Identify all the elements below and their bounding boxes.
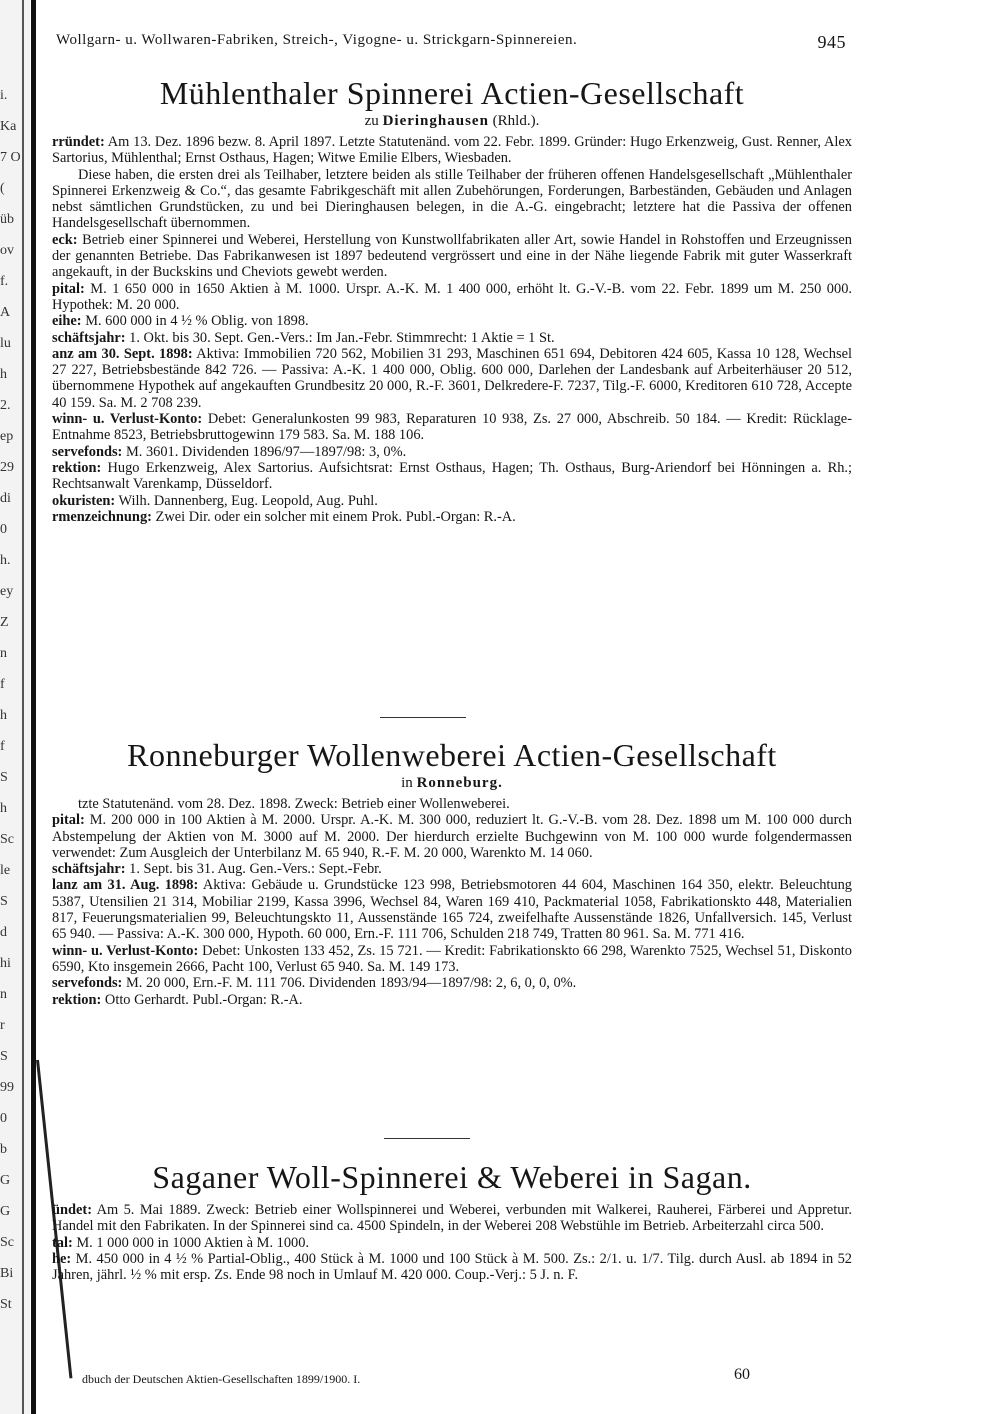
entry-text: Hugo Erkenzweig, Alex Sartorius. Aufsichtsrat: Ernst Osthaus, Hagen; Th. Osthaus, Burg-Ariendorf bei Hönningen a. Rh.; Rechtsanwalt Varenkamp, Düsseldorf. — [52, 459, 852, 493]
margin-fragment: n — [0, 646, 7, 661]
entry-paragraph — [52, 444, 852, 460]
entry-paragraph — [52, 812, 852, 861]
entry-paragraph — [52, 134, 852, 167]
entry-paragraph — [52, 330, 852, 346]
section-title: Ronneburger Wollenweberei Actien-Gesellschaft — [127, 737, 777, 773]
margin-fragment: f. — [0, 274, 9, 289]
entry-text: Debet: Unkosten 133 452, Zs. 15 721. — Kredit: Fabrikationskto 66 298, Warenkto 7525, Wechsel 51, Diskonto 6590, Kto insgemein 2666, Pacht 100, Verlust 65 940. Sa. M. 149 173. — [52, 942, 852, 975]
entry-paragraph — [52, 460, 852, 493]
entry-label: schäftsjahr: — [52, 329, 126, 346]
margin-fragment: ov — [0, 243, 14, 258]
margin-fragment: S — [0, 894, 8, 909]
margin-fragment: hi — [0, 956, 11, 971]
entry-paragraph — [52, 346, 852, 411]
section-entries — [52, 796, 852, 1008]
margin-fragment: Bi — [0, 1266, 14, 1281]
entry-label: rmenzeichnung: — [52, 508, 152, 525]
margin-fragment: St — [0, 1297, 12, 1312]
margin-fragment: Sc — [0, 1235, 14, 1250]
entry-text: Debet: Generalunkosten 99 983, Reparaturen 10 938, Zs. 27 000, Abschreib. 50 184. — Kredit: Rücklage-Entnahme 8523, Betriebsbruttogewinn 179 583. Sa. M. 188 106. — [52, 411, 852, 444]
margin-fragment: 99 — [0, 1080, 14, 1095]
footer-source: dbuch der Deutschen Aktien-Gesellschaften 1899/1900. I. — [82, 1372, 361, 1386]
entry-paragraph — [52, 232, 852, 281]
margin-fragment: h — [0, 801, 7, 816]
entry-paragraph — [52, 509, 852, 525]
entry-text: Otto Gerhardt. Publ.-Organ: R.-A. — [104, 991, 303, 1008]
entry-label: lanz am 31. Aug. 1898: — [52, 877, 199, 894]
entry-label: ündet: — [52, 1202, 92, 1218]
entry-label: he: — [52, 1250, 72, 1267]
entry-paragraph — [52, 992, 852, 1008]
entry-text: 1. Sept. bis 31. Aug. Gen.-Vers.: Sept.-Febr. — [129, 861, 382, 878]
margin-fragment: h. — [0, 553, 11, 568]
page-number: 945 — [817, 32, 846, 52]
entry-text: Diese haben, die ersten drei als Teilhaber, letztere beiden als stille Teilhaber der früheren offenen Handelsgesellschaft „Mühlenthaler Spinnerei Erkenzweig & Co.“, das gesamte Fabrikgeschäft mit allen Zubehörungen, Forderungen, Barbeständen, Gebäuden und Anlagen nebst sämtlichen Grundstücken, zu und bei Dieringhausen belegen, in die A.-G. eingebracht; letztere hat die Passiva der offenen Handelsgesellschaft übernommen. — [52, 166, 852, 232]
entry-label: winn- u. Verlust-Konto: — [52, 942, 199, 959]
entry-paragraph — [52, 1235, 852, 1251]
margin-fragment: h — [0, 708, 7, 723]
margin-fragment: h — [0, 367, 7, 382]
entry-text: M. 1 000 000 in 1000 Aktien à M. 1000. — [76, 1234, 310, 1251]
margin-fragment: Ka — [0, 119, 17, 134]
margin-fragment: r — [0, 1018, 5, 1033]
running-head-title: Wollgarn- u. Wollwaren-Fabriken, Streich-, Vigogne- u. Strickgarn-Spinnereien. — [56, 32, 578, 48]
section-subtitle: in Ronneburg. — [401, 775, 503, 791]
entry-paragraph — [52, 281, 852, 314]
margin-fragment: ep — [0, 429, 14, 444]
margin-fragment: A — [0, 305, 11, 320]
entry-paragraph — [52, 167, 852, 232]
entry-text: Wilh. Dannenberg, Eug. Leopold, Aug. Puhl. — [118, 492, 378, 509]
margin-fragment: Z — [0, 615, 9, 630]
entry-label: anz am 30. Sept. 1898: — [52, 345, 193, 362]
entry-label: rektion: — [52, 459, 102, 476]
margin-fragment: 2. — [0, 398, 11, 413]
entry-label: rektion: — [52, 991, 102, 1008]
entry-text: Am 13. Dez. 1896 bezw. 8. April 1897. Letzte Statutenänd. vom 22. Febr. 1899. Gründer: Hugo Erkenzweig, Gust. Renner, Alex Sartorius, Mühlenthal; Ernst Osthaus, Hagen; Witwe Emilie Elbers, Wiesbaden. — [52, 134, 852, 167]
entry-label: servefonds: — [52, 975, 123, 992]
entry-text: Zwei Dir. oder ein solcher mit einem Prok. Publ.-Organ: R.-A. — [155, 508, 516, 525]
entry-text: Aktiva: Immobilien 720 562, Mobilien 31 293, Maschinen 651 694, Debitoren 424 605, Kassa 10 128, Wechsel 27 227, Betriebsbestände 842 726. — Passiva: A.-K. 1 400 000, Oblig. 600 000, Darlehen der Landesbank auf Arbeiterhäuser 20 512, übernommene Hypothek auf angekauften Grundbesitz 20 000, R.-F. 3601, Delkredere-F. 7237, Tilg.-F. 6000, Kreditoren 610 728, Accepte 40 159. Sa. M. 2 708 239. — [52, 345, 852, 411]
entry-paragraph — [52, 313, 852, 329]
section-divider — [384, 1138, 470, 1139]
entry-text: tzte Statutenänd. vom 28. Dez. 1898. Zweck: Betrieb einer Wollenweberei. — [78, 796, 510, 812]
entry-label: eck: — [52, 231, 78, 248]
section-divider — [380, 717, 466, 718]
margin-fragment: n — [0, 987, 7, 1002]
margin-fragment: lu — [0, 336, 11, 351]
entry-text: Am 5. Mai 1889. Zweck: Betrieb einer Wollspinnerei und Weberei, verbunden mit Walkerei, Rauherei, Färberei und Appretur. Handel mit den Fabrikaten. In der Spinnerei sind ca. 4500 Spindeln, in der Weberei 208 Webstühle im Betrieb. Arbeiterzahl circa 500. — [52, 1202, 852, 1235]
margin-fragment: b — [0, 1142, 7, 1157]
section-entries — [52, 134, 852, 525]
entry-text: Betrieb einer Spinnerei und Weberei, Herstellung von Kunstwollfabrikaten aller Art, sowie Handel in Rohstoffen und Erzeugnissen der genannten Betriebe. Das Fabrikanwesen ist 1897 bedeutend vergrössert und eine in der Nähe liegende Fabrik mit guter Wasserkraft angekauft, in der Buckskins und Cheviots gewebt werden. — [52, 231, 852, 281]
margin-fragment: f — [0, 739, 5, 754]
entry-paragraph — [52, 861, 852, 877]
entry-text: M. 1 650 000 in 1650 Aktien à M. 1000. Urspr. A.-K. M. 1 400 000, erhöht lt. G.-V.-B. vom 22. Febr. 1899 um M. 250 000. Hypothek: M. 20 000. — [52, 280, 852, 313]
entry-text: M. 3601. Dividenden 1896/97—1897/98: 3, 0%. — [125, 443, 407, 460]
margin-fragment: G — [0, 1173, 11, 1188]
section-ronneburger — [52, 736, 852, 1008]
entry-paragraph — [52, 943, 852, 976]
section-entries — [52, 1202, 852, 1283]
entry-label: schäftsjahr: — [52, 861, 126, 878]
margin-fragment: 0 — [0, 522, 7, 537]
entry-paragraph — [52, 975, 852, 991]
entry-label: pital: — [52, 812, 85, 829]
margin-fragment: di — [0, 491, 11, 506]
margin-fragment: üb — [0, 212, 14, 227]
margin-fragment: i. — [0, 88, 8, 103]
binding-bar — [31, 0, 36, 1414]
entry-text: M. 600 000 in 4 ½ % Oblig. von 1898. — [85, 313, 309, 330]
section-subtitle: zu Dieringhausen (Rhld.). — [364, 113, 540, 129]
margin-fragment: 29 — [0, 460, 14, 475]
margin-fragment: ( — [0, 181, 5, 196]
entry-text: M. 20 000, Ern.-F. M. 111 706. Dividenden 1893/94—1897/98: 2, 6, 0, 0, 0%. — [125, 975, 577, 992]
entry-label: rründet: — [52, 134, 105, 150]
entry-label: eihe: — [52, 313, 82, 330]
entry-text: 1. Okt. bis 30. Sept. Gen.-Vers.: Im Jan.-Febr. Stimmrecht: 1 Aktie = 1 St. — [129, 329, 555, 346]
entry-label: servefonds: — [52, 443, 123, 460]
entry-paragraph — [52, 411, 852, 444]
margin-fragment: S — [0, 770, 8, 785]
entry-label: pital: — [52, 280, 85, 297]
section-saganer — [52, 1158, 852, 1283]
entry-text: M. 200 000 in 100 Aktien à M. 2000. Urspr. A.-K. M. 300 000, reduziert lt. G.-V.-B. vom 28. Dez. 1898 um M. 100 000 durch Abstempelung der Aktien von M. 3000 auf M. 2000. Der hierdurch erzielte Buchgewinn von M. 100 000 wurde folgendermassen verwendet: Zum Ausgleich der Unterbilanz M. 65 940, R.-F. M. 20 000, Warenkto M. 14 060. — [52, 812, 852, 861]
entry-paragraph — [52, 1251, 852, 1284]
margin-fragment: le — [0, 863, 11, 878]
entry-paragraph — [52, 1202, 852, 1235]
margin-fragment: 7 O — [0, 150, 21, 165]
margin-fragment: d — [0, 925, 7, 940]
section-muehlenthaler — [52, 74, 852, 525]
margin-fragment: S — [0, 1049, 8, 1064]
section-title: Saganer Woll-Spinnerei & Weberei in Sagan. — [152, 1159, 752, 1195]
entry-label: tal: — [52, 1234, 73, 1251]
margin-fragment: f — [0, 677, 5, 692]
entry-text: Aktiva: Gebäude u. Grundstücke 123 998, Betriebsmotoren 44 604, Maschinen 164 350, elektr. Beleuchtung 5387, Utensilien 21 314, Mobiliar 2199, Kassa 3996, Wechsel 84, Waren 169 410, Packmaterial 1058, Fabrikationskto 448, Materialien 817, Feuerungsmaterialien 99, Beleuchtungskto 11, Aussenstände 165 724, zweifelhafte Aussenstände 1826, Unfallversich. 145, Verlust 65 940. — Passiva: A.-K. 300 000, Hypoth. 60 000, Ern.-F. 111 706, Schulden 218 749, Tratten 80 961. Sa. M. 771 416. — [52, 877, 852, 943]
entry-paragraph — [52, 493, 852, 509]
margin-fragment: G — [0, 1204, 11, 1219]
section-title: Mühlenthaler Spinnerei Actien-Gesellschaft — [159, 75, 745, 111]
margin-fragment: 0 — [0, 1111, 7, 1126]
entry-label: winn- u. Verlust-Konto: — [52, 411, 203, 428]
footer-signature: 60 — [734, 1366, 750, 1383]
entry-text: M. 450 000 in 4 ½ % Partial-Oblig., 400 Stück à M. 1000 und 100 Stück à M. 500. Zs.: 2/1. u. 1/7. Tilg. durch Ausl. ab 1894 in 52 Jahren, jährl. ½ % mit ersp. Zs. Ende 98 noch in Umlauf M. 420 000. Coup.-Verj.: 5 J. n. F. — [52, 1250, 852, 1284]
margin-fragment: Sc — [0, 832, 14, 847]
entry-paragraph — [52, 796, 852, 812]
entry-paragraph — [52, 877, 852, 942]
entry-label: okuristen: — [52, 492, 116, 509]
margin-fragment: ey — [0, 584, 14, 599]
